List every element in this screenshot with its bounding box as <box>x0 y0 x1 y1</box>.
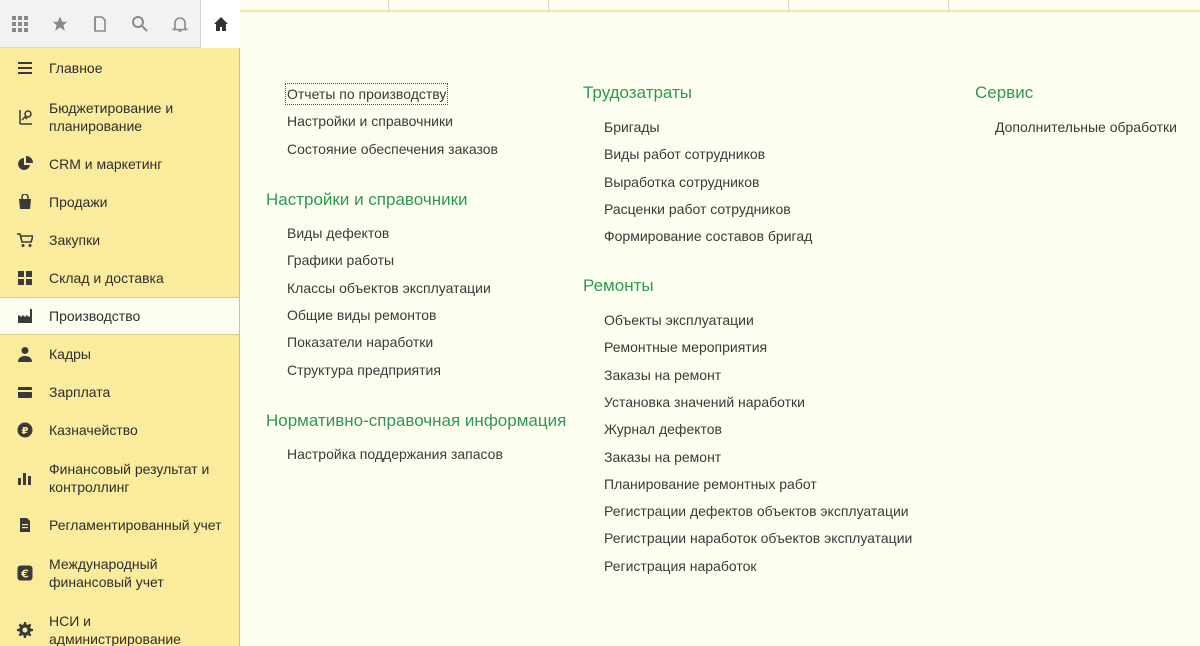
history-icon[interactable] <box>80 0 120 48</box>
search-icon[interactable] <box>120 0 160 48</box>
bell-icon[interactable] <box>160 0 200 48</box>
content-link[interactable]: Структура предприятия <box>287 361 441 378</box>
sidebar-item-2[interactable] <box>0 145 239 183</box>
sidebar-item-label: Продажи <box>49 194 108 210</box>
content-link[interactable]: Виды дефектов <box>287 225 390 241</box>
content-link[interactable]: Установка значений наработки <box>604 393 805 410</box>
sidebar-item-6[interactable] <box>0 297 239 335</box>
content-link[interactable]: Регистрация наработок <box>604 557 757 574</box>
content-link[interactable]: Бригады <box>604 119 660 135</box>
content-link[interactable]: Планирование ремонтных работ <box>604 475 817 492</box>
sidebar-item-label: CRM и маркетинг <box>49 156 163 172</box>
sidebar-item-label: Регламентированный учет <box>49 517 222 533</box>
sidebar-item-7[interactable] <box>0 335 239 373</box>
content-link[interactable]: Состояние обеспечения заказов <box>287 140 498 157</box>
sections-sidebar <box>0 48 240 646</box>
content-link[interactable]: Заказы на ремонт <box>604 366 722 383</box>
sidebar-item-11[interactable] <box>0 506 239 544</box>
sidebar-item-label: Производство <box>49 308 141 324</box>
gear-icon <box>17 622 33 638</box>
content-link[interactable]: Общие виды ремонтов <box>287 306 437 323</box>
content-link[interactable]: Отчеты по производству <box>287 86 447 102</box>
svg-text:€: € <box>21 567 29 580</box>
shopping-bag-icon <box>17 194 33 210</box>
sidebar-item-label: НСИ и администрирование <box>49 612 181 646</box>
coin-icon <box>17 422 33 438</box>
menu-lines-icon <box>17 60 33 76</box>
sidebar-item-label: Закупки <box>49 232 101 248</box>
section-title: Нормативно-справочная информация <box>266 411 567 430</box>
content-link[interactable]: Расценки работ сотрудников <box>604 200 791 217</box>
sidebar-item-label: Казначейство <box>49 422 138 438</box>
euro-icon <box>17 565 33 581</box>
wallet-icon <box>17 384 33 400</box>
content-link[interactable]: Ремонтные мероприятия <box>604 339 768 356</box>
content-link[interactable]: Настройки и справочники <box>287 113 453 130</box>
top-toolbar <box>0 0 240 48</box>
sidebar-item-label: Склад и доставка <box>49 270 164 286</box>
tabs-strip <box>240 0 1200 12</box>
sidebar-item-label: Кадры <box>49 346 91 362</box>
person-icon <box>17 346 33 362</box>
section-title: Трудозатраты <box>583 83 693 102</box>
content-link[interactable]: Регистрации наработок объектов эксплуатации <box>604 530 913 547</box>
content-link[interactable]: Виды работ сотрудников <box>604 146 766 163</box>
content-link[interactable]: Формирование составов бригад <box>604 228 813 245</box>
sidebar-item-9[interactable] <box>0 411 239 449</box>
star-icon[interactable] <box>40 0 80 48</box>
content-link[interactable]: Заказы на ремонт <box>604 448 722 465</box>
section-title: Настройки и справочники <box>266 190 468 209</box>
sidebar-item-label: Финансовый результат и контроллинг <box>49 460 210 495</box>
home-icon[interactable] <box>200 0 240 48</box>
content-link[interactable]: Графики работы <box>287 252 395 269</box>
content-link[interactable]: Выработка сотрудников <box>604 173 760 190</box>
section-content <box>241 14 1200 646</box>
pie-chart-icon <box>17 156 33 172</box>
content-link[interactable]: Дополнительные обработки <box>995 119 1177 135</box>
apps-grid-icon[interactable] <box>0 0 40 48</box>
sidebar-item-10[interactable] <box>0 449 239 506</box>
content-link[interactable]: Объекты эксплуатации <box>604 312 754 328</box>
sidebar-item-label: Бюджетирование и планирование <box>49 99 174 134</box>
sidebar-item-label: Международный финансовый учет <box>49 555 164 590</box>
content-link[interactable]: Настройка поддержания запасов <box>287 446 503 462</box>
factory-icon <box>17 308 33 324</box>
sidebar-item-8[interactable] <box>0 373 239 411</box>
sidebar-item-12[interactable] <box>0 544 239 601</box>
warehouse-grid-icon <box>17 270 33 286</box>
sidebar-item-label: Главное <box>49 60 103 76</box>
bar-chart-icon <box>17 470 33 486</box>
budget-icon <box>17 109 33 125</box>
section-title: Сервис <box>975 83 1034 102</box>
svg-text:₽: ₽ <box>21 426 29 437</box>
cart-icon <box>17 232 33 248</box>
document-icon <box>17 517 33 533</box>
content-link[interactable]: Показатели наработки <box>287 334 434 351</box>
sidebar-item-0[interactable] <box>0 48 239 88</box>
content-link[interactable]: Журнал дефектов <box>604 421 722 438</box>
sidebar-item-label: Зарплата <box>49 384 111 400</box>
sidebar-item-1[interactable] <box>0 88 239 145</box>
sidebar-item-5[interactable] <box>0 259 239 297</box>
sidebar-item-3[interactable] <box>0 183 239 221</box>
content-link[interactable]: Регистрации дефектов объектов эксплуатации <box>604 503 909 520</box>
content-link[interactable]: Классы объектов эксплуатации <box>287 279 491 296</box>
section-title: Ремонты <box>583 276 654 295</box>
sidebar-item-4[interactable] <box>0 221 239 259</box>
sidebar-item-13[interactable] <box>0 601 239 646</box>
